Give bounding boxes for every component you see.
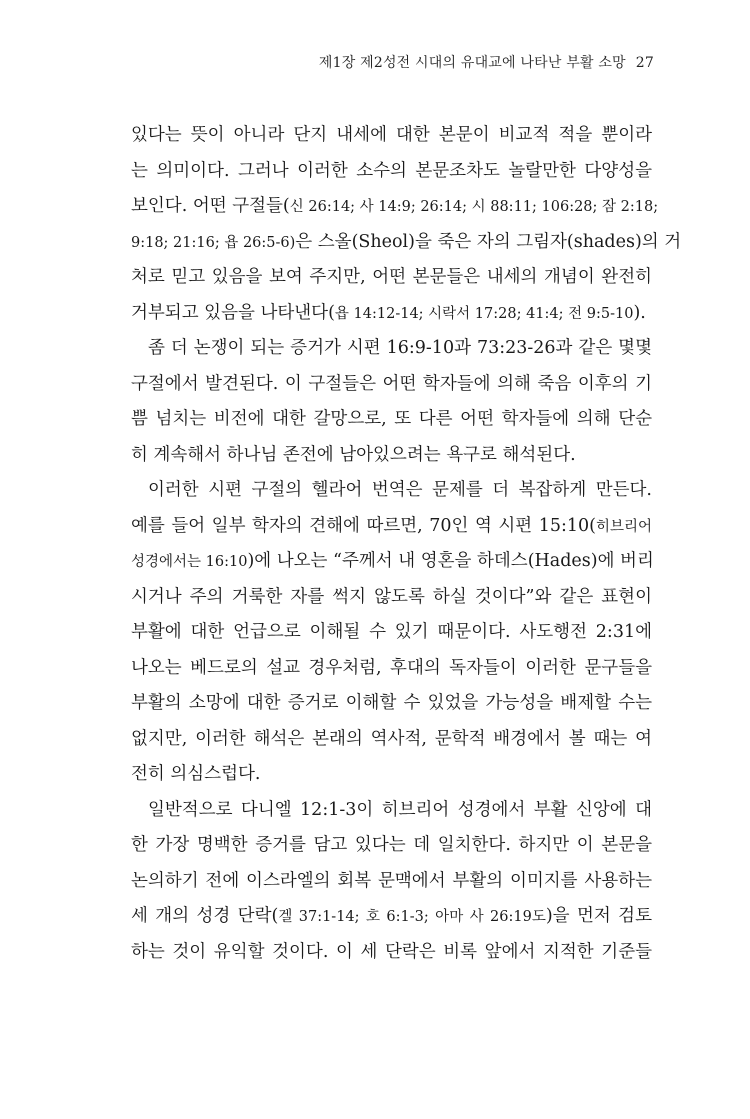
text-line [131, 331, 652, 367]
text-line [131, 828, 652, 864]
citation-text: 겔 37:1-14; 호 6:1-3; 아마 사 26:19도 [278, 909, 546, 925]
line-text: 부활에 대한 언급으로 이해될 수 있기 때문이다. 사도행전 2:31에 [131, 622, 652, 642]
line-text: ). [633, 302, 646, 323]
text-line [131, 296, 652, 332]
citation-text: 성경에서는 16:10 [131, 554, 248, 570]
line-text: )에 나오는 “주께서 내 영혼을 하데스(Hades)에 버리 [247, 551, 654, 571]
line-text: 구절에서 발견된다. 이 구절들은 어떤 학자들에 의해 죽음 이후의 기 [131, 373, 652, 394]
line-text: 일반적으로 다니엘 12:1-3이 히브리어 성경에서 부활 신앙에 대 [148, 799, 652, 820]
line-text: 은 스올(Sheol)을 죽은 자의 그림자(shades)의 거 [295, 231, 682, 252]
text-line [131, 189, 659, 225]
text-line [131, 686, 652, 722]
line-text: )을 먼저 검토 [545, 906, 652, 926]
text-line [131, 118, 652, 154]
text-line [131, 509, 652, 545]
citation-text: 신 26:14; 사 14:9; 26:14; 시 88:11; 106:28; 잠 2:18; [289, 199, 659, 215]
text-line [131, 367, 652, 403]
text-line [131, 615, 652, 651]
text-line [131, 544, 652, 580]
line-text: 한 가장 명백한 증거를 담고 있다는 데 일치한다. 하지만 이 본문을 [131, 835, 652, 855]
citation-text: 히브리어 [595, 518, 652, 535]
text-line [131, 899, 652, 935]
line-text: 보인다. 어떤 구절들( [131, 196, 290, 216]
line-text: 있다는 뜻이 아니라 단지 내세에 대한 본문이 비교적 적을 뿐이라 [131, 125, 652, 145]
text-line [131, 864, 652, 900]
text-line [131, 935, 652, 971]
text-line [131, 473, 652, 509]
line-text: 부활의 소망에 대한 증거로 이해할 수 있었을 가능성을 배제할 수는 [131, 693, 652, 713]
line-text: 하는 것이 유익할 것이다. 이 세 단락은 비록 앞에서 지적한 기준들 [131, 941, 652, 962]
citation-text: 욥 14:12-14; 시락서 17:28; 41:4; 전 9:5-10 [334, 305, 634, 322]
text-line [131, 154, 652, 190]
line-text: 이러한 시편 구절의 헬라어 번역은 문제를 더 복잡하게 만든다. [148, 480, 652, 500]
line-text: 세 개의 성경 단락( [131, 906, 279, 926]
text-line [131, 722, 652, 758]
running-head [319, 52, 654, 72]
line-text: 처로 믿고 있음을 보여 주지만, 어떤 본문들은 내세의 개념이 완전히 [131, 267, 652, 287]
line-text: 쁨 넘치는 비전에 대한 갈망으로, 또 다른 어떤 학자들에 의해 단순 [131, 409, 652, 429]
text-line [131, 260, 652, 296]
line-text: 전히 의심스럽다. [131, 764, 261, 784]
body-text [131, 118, 682, 970]
running-head-title: 제1장 제2성전 시대의 유대교에 나타난 부활 소망 [318, 55, 626, 71]
line-text: 시거나 주의 거룩한 자를 썩지 않도록 하실 것이다”와 같은 표현이 [131, 586, 652, 607]
line-text: 좀 더 논쟁이 되는 증거가 시편 16:9-10과 73:23-26과 같은 몇몇 [148, 338, 652, 358]
line-text: 예를 들어 일부 학자의 견해에 따르면, 70인 역 시편 15:10( [131, 515, 596, 536]
text-line [131, 438, 652, 474]
text-line [131, 793, 652, 829]
line-text: 논의하기 전에 이스라엘의 회복 문맥에서 부활의 이미지를 사용하는 [131, 870, 652, 891]
text-line [131, 757, 652, 793]
line-text: 없지만, 이러한 해석은 본래의 역사적, 문학적 배경에서 볼 때는 여 [131, 728, 652, 749]
line-text: 히 계속해서 하나님 존전에 남아있으려는 욕구로 해석된다. [131, 444, 576, 465]
page-number: 27 [635, 55, 654, 71]
text-line [131, 580, 652, 616]
line-text: 거부되고 있음을 나타낸다( [131, 302, 335, 323]
text-line [131, 225, 682, 261]
text-line [131, 651, 652, 687]
line-text: 나오는 베드로의 설교 경우처럼, 후대의 독자들이 이러한 문구들을 [131, 657, 652, 678]
line-text: 는 의미이다. 그러나 이러한 소수의 본문조차도 놀랄만한 다양성을 [131, 160, 652, 181]
text-line [131, 402, 652, 438]
citation-text: 9:18; 21:16; 욥 26:5-6) [131, 234, 296, 251]
